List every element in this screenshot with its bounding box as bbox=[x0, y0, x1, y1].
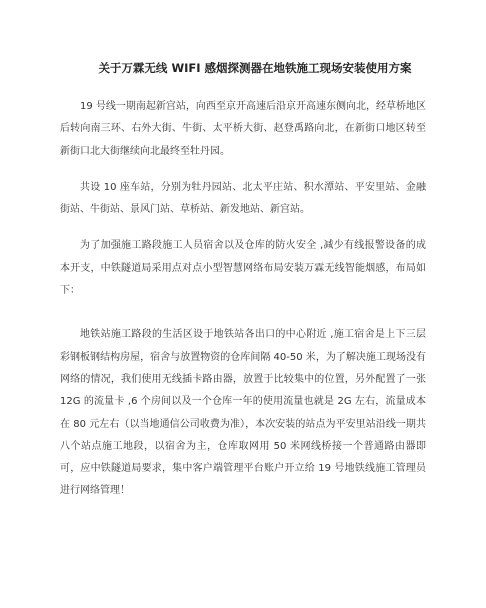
document-title: 关于万霖无线 WIFI 感烟探测器在地铁施工现场安装使用方案 bbox=[98, 61, 412, 75]
paragraph-fire-safety-purpose: 为了加强施工路段施工人员宿舍以及仓库的防火安全 ,减少有线报警设备的成本开支，中铁隧道局采用点对点小型智慧网络布局安装万霖无线智能烟感，布局如下： bbox=[60, 240, 426, 297]
paragraph-station-list: 共设 10 座车站，分别为牡丹园站、北太平庄站、积水潭站、平安里站、金融街站、牛街站、景风门站、草桥站、新发地站、新宫站。 bbox=[60, 181, 426, 216]
paragraph-route-description: 19 号线一期南起新宫站，向西至京开高速后沿京开高速东侧向北，经草桥地区后转向南三环、右外大街、牛街、太平桥大街、赵登禹路向北，在新街口地区转至新街口北大街继续向北最终至牡丹园。 bbox=[60, 101, 426, 157]
paragraph-installation-layout: 地铁站施工路段的生活区设于地铁站各出口的中心附近 ,施工宿舍是上下三层彩钢板钢结构房屋，宿舍与放置物资的仓库间隔 40-50 米，为了解决施工现场没有网络的情况，我们使用无线插卡路由器，放置于比较集中的位置，另外配置了一张 12G 的流量卡 ,6 个房间以及一个仓库一年的使用流量也就是 2G 左右，流量成本在 80 元左右（以当地通信公司收费为准），本次安装的站点为平安里站沿线一期共八个站点施工地段，以宿舍为主，仓库取网用 50 米网线桥接一个普通路由器即可，应中铁隧道局要求，集中客户端管理平台账户开立给 19 号地铁线施工管理员进行网络管理！ bbox=[60, 329, 426, 497]
